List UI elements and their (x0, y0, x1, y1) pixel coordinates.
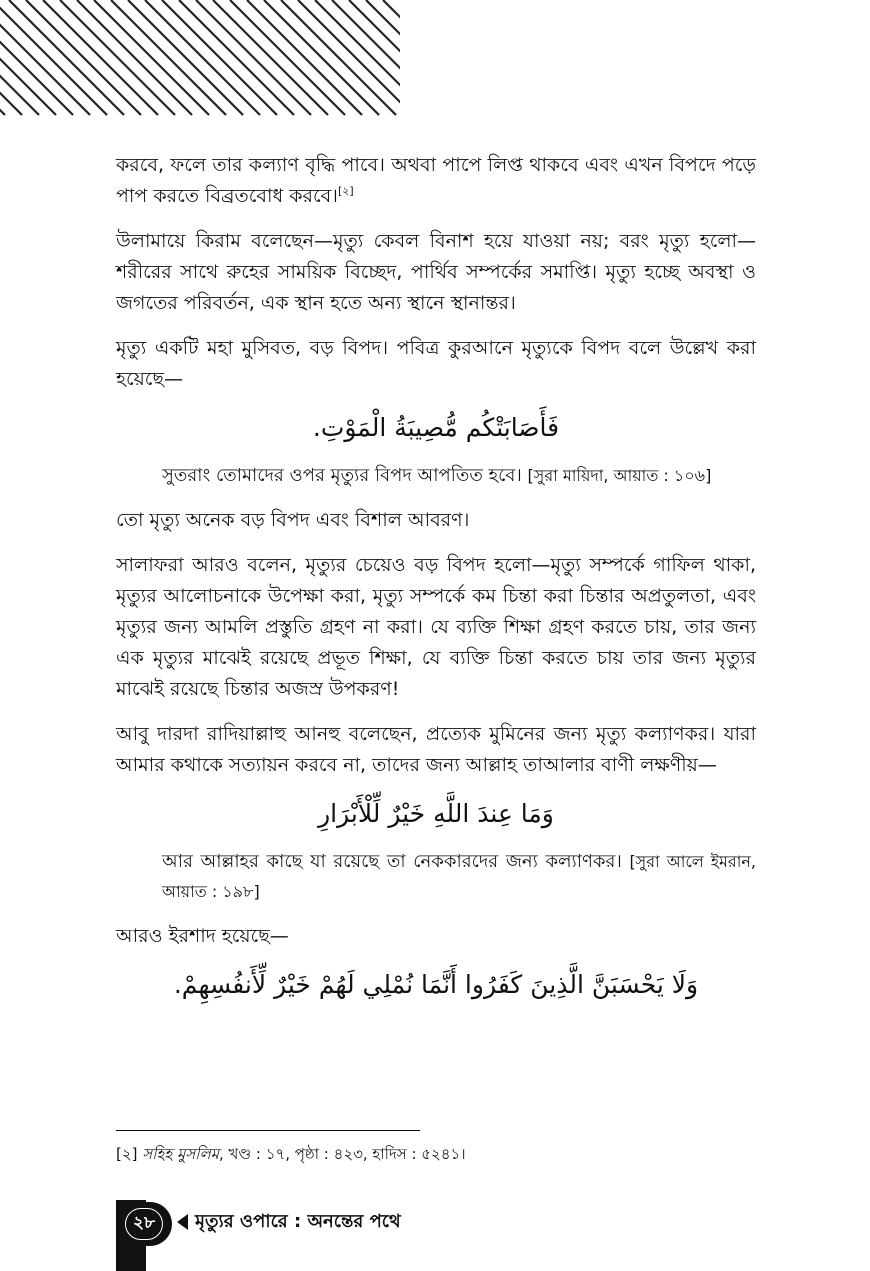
triangle-left-icon (177, 1214, 188, 1230)
hatch-line (281, 0, 396, 115)
verse-1-citation: [সুরা মায়িদা, আয়াত : ১০৬] (527, 466, 712, 485)
footnote-marker: [২] (116, 1145, 138, 1163)
hatch-line (43, 0, 158, 115)
hatch-line (383, 0, 400, 115)
hatch-line (0, 0, 22, 115)
footnote-book-title: সহিহ মুসলিম (142, 1145, 220, 1163)
paragraph-1-text: করবে, ফলে তার কল্যাণ বৃদ্ধি পাবে। অথবা পাপে লিপ্ত থাকবে এবং এখন বিপদে পড়ে পাপ করতে বিব্রতবোধ করবে। (116, 154, 756, 207)
verse-2-citation: [সুরা আলে ইমরান, আয়াত : ১৯৮] (162, 852, 756, 901)
footnote-divider (116, 1130, 420, 1131)
hatch-line (196, 0, 311, 115)
hatch-line (179, 0, 294, 115)
hatch-line (162, 0, 277, 115)
hatch-line (230, 0, 345, 115)
footnote-details: , খণ্ড : ১৭, পৃষ্ঠা : ৪২৩, হাদিস : ৫২৪১। (219, 1145, 466, 1163)
verse-1-translation-text: সুতরাং তোমাদের ওপর মৃত্যুর বিপদ আপতিত হবে। (162, 465, 522, 486)
paragraph-great-calamity: তো মৃত্যু অনেক বড় বিপদ এবং বিশাল আবরণ। (116, 509, 470, 531)
hatch-line (213, 0, 328, 115)
arabic-verse-1: فَأَصَابَتْكُم مُّصِيبَةُ الْمَوْتِ. (312, 413, 560, 442)
main-text (116, 150, 756, 1018)
hatch-line (264, 0, 379, 115)
verse-1-translation (162, 461, 756, 491)
hatch-line (111, 0, 226, 115)
arabic-verse-2: وَمَا عِندَ اللَّهِ خَيْرٌ لِّلْأَبْرَارِ (318, 799, 554, 828)
corner-hatch-decoration (0, 0, 400, 120)
verse-2-translation (162, 847, 756, 907)
hatch-line (9, 0, 124, 115)
hatch-line (26, 0, 141, 115)
hatch-line (94, 0, 209, 115)
hatch-line (0, 0, 73, 115)
paragraph-abu-darda: আবু দারদা রাদিয়াল্লাহু আনহু বলেছেন, প্রত্যেক মুমিনের জন্য মৃত্যু কল্যাণকর। যারা আমার কথাকে সত্যায়ন করবে না, তাদের জন্য আল্লাহ তাআলার বাণী লক্ষণীয়— (116, 723, 756, 776)
footnote-reference[interactable]: [২] (337, 184, 354, 198)
paragraph-calamity: মৃত্যু একটি মহা মুসিবত, বড় বিপদ। পবিত্র কুরআনে মৃত্যুকে বিপদ বলে উল্লেখ করা হয়েছে— (116, 337, 756, 390)
arabic-verse-3: وَلَا يَحْسَبَنَّ الَّذِينَ كَفَرُوا أَنَّمَا نُمْلِي لَهُمْ خَيْرٌ لِّأَنفُسِهِمْ. (173, 970, 699, 999)
running-book-title: মৃত্যুর ওপারে : অনন্তের পথে (195, 1211, 401, 1232)
page-number: ২৮ (125, 1208, 163, 1240)
paragraph-ulama: উলামায়ে কিরাম বলেছেন—মৃত্যু কেবল বিনাশ হয়ে যাওয়া নয়; বরং মৃত্যু হলো—শরীরের সাথে রুহের সাময়িক বিচ্ছেদ, পার্থিব সম্পর্কের সমাপ্তি। মৃত্যু হচ্ছে অবস্থা ও জগতের পরিবর্তন, এক স্থান হতে অন্য স্থানে স্থানান্তর। (116, 230, 756, 314)
paragraph-continuation (116, 150, 756, 212)
page-number-badge (116, 1202, 172, 1246)
footnote (116, 1143, 756, 1165)
hatch-line (77, 0, 192, 115)
hatch-line (60, 0, 175, 115)
hatch-line (247, 0, 362, 115)
paragraph-further-said: আরও ইরশাদ হয়েছে— (116, 925, 289, 947)
hatch-line (128, 0, 243, 115)
verse-2-translation-text: আর আল্লাহর কাছে যা রয়েছে তা নেককারদের জন্য কল্যাণকর। (162, 851, 622, 872)
paragraph-salaf: সালাফরা আরও বলেন, মৃত্যুর চেয়েও বড় বিপদ হলো—মৃত্যু সম্পর্কে গাফিল থাকা, মৃত্যুর আলোচনাকে উপেক্ষা করা, মৃত্যু সম্পর্কে কম চিন্তা করা চিন্তার অপ্রতুলতা, এবং মৃত্যুর জন্য আমলি প্রস্তুতি গ্রহণ না করা। যে ব্যক্তি শিক্ষা গ্রহণ করতে চায়, তার জন্য এক মৃত্যুর মাঝেই রয়েছে প্রভূত শিক্ষা, যে ব্যক্তি চিন্তা করতে চায় তার জন্য মৃত্যুর মাঝেই রয়েছে চিন্তার অজস্র উপকরণ! (116, 554, 756, 700)
hatch-line (145, 0, 260, 115)
